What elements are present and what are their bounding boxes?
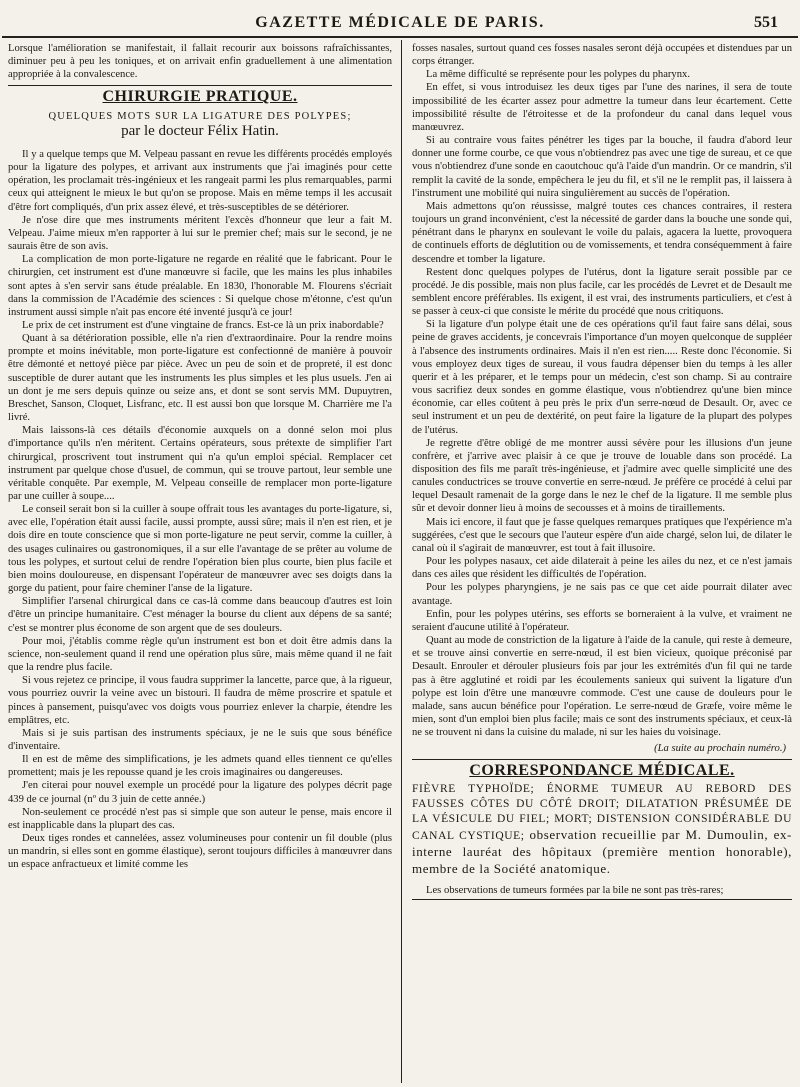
- right-column: [412, 42, 792, 1083]
- paragraph: Quant au mode de constriction de la ligature à l'aide de la canule, qui reste à demeure, et se trouve ainsi convertie en serre-nœud, il est bien vicieux, quoique préconisé par Desault. Enrouler et dérouler plusieurs fois par jour les extrémités d'un fil qui ne tarde pas à être agglutiné et roidi par les écoulements sanieux qui suivent la ligature d'un polype est loin d'être une manœuvre commode. C'est une cause de douleurs pour le malade, sans aucun bénéfice pour l'opération. Le serre-nœud de Græfe, voire même le mien, sont d'un emploi bien plus facile; mais ce sont des instruments spéciaux, et ceux-là ne se trouvent ni dans la cuisine du malade, ni sur les haies du voisinage.: [412, 635, 792, 739]
- paragraph: Quant à sa détérioration possible, elle n'a rien d'extraordinaire. Pour la rendre moins prompte et moins inévitable, mon porte-ligature est confectionné de manière à pouvoir être démonté et nettoyé pièce par pièce. Avec un peu de soin et de propreté, il est donc susceptible de durer autant que les instruments les plus simples et les plus usuels. J'en ai un dont je me sers depuis quinze ou seize ans, et dont se sont servis MM. Dupuytren, Breschet, Sanson, Cloquet, Lisfranc, etc. Il est aussi bon que lorsque M. Charrière me l'a livré.: [8, 333, 392, 424]
- correspondance-section: [412, 759, 792, 899]
- paragraph: Pour les polypes nasaux, cet aide dilaterait à peine les ailes du nez, et ce n'est jamais dans ces ailes que résident les difficultés de l'opération.: [412, 556, 792, 581]
- paragraph: La même difficulté se représente pour les polypes du pharynx.: [426, 69, 690, 81]
- paragraph: Mais si je suis partisan des instruments spéciaux, je ne le suis que sous bénéfice d'inventaire.: [8, 727, 392, 752]
- section-rule: [8, 85, 392, 86]
- paragraph: Pour moi, j'établis comme règle qu'un instrument est bon et doit être admis dans la science, non-seulement quand il rend une opération plus sûre, mais même quand il ne fait que la rendre plus facile.: [8, 635, 392, 674]
- article-heading: QUELQUES MOTS SUR LA LIGATURE DES POLYPES;: [48, 110, 352, 122]
- running-title: GAZETTE MÉDICALE DE PARIS.: [255, 14, 545, 31]
- paragraph: Mais ici encore, il faut que je fasse quelques remarques pratiques que l'expérience m'a suggérées, c'est que le secours que l'auteur espère d'un aide chargé, selon lui, de dilater le canal où il s'agirait de manœuvrer, est tout à fait illusoire.: [412, 516, 792, 554]
- correspondance-heading-caps: FIÈVRE TYPHOÏDE; ÉNORME TUMEUR AU REBORD DES FAUSSES CÔTES DU CÔTÉ DROIT; DILATATION PRÉSUMÉE DE LA VÉSICULE DU FIEL; MORT; DISTENSION CONSIDÉRABLE DU CANAL CYSTIQUE;: [412, 782, 792, 842]
- paragraph: Si vous rejetez ce principe, il vous faudra supprimer la lancette, parce que, à la rigueur, vous pourriez ouvrir la veine avec un bistouri. Il faudra de même proscrire et spatule et pinces à pansement, puisqu'avec vos doigts vous pourriez enlever la charpie, étendre les emplâtres, etc.: [8, 675, 392, 726]
- paragraph: Le conseil serait bon si la cuiller à soupe offrait tous les avantages du porte-ligature, si, avec elle, l'opération était aussi facile, aussi prompte, aussi sûre; mais il n'en est rien, et je dois dire en toute conscience que si mon porte-ligature ne peut servir, comme la cuiller, à des usages culinaires ou gastronomiques, il a sur elle l'avantage de se prêter au volume de tous les polypes, et surtout celui de rendre l'opération bien plus courte, bien plus facile et bien moins douloureuse, en dispensant l'opérateur de manœuvrer avec ses doigts dans la gorge du patient, pour faire cheminer l'anse de la ligature.: [8, 504, 392, 595]
- correspondance-heading-rest: observation recueillie par M. Dumoulin, ex-interne lauréat des hôpitaux (première mention honorable), membre de la Société anatomique.: [412, 826, 792, 876]
- paragraph: Non-seulement ce procédé n'est pas si simple que son auteur le pense, mais encore il est inapplicable dans la plupart des cas.: [8, 806, 392, 831]
- page-number: 551: [754, 14, 778, 31]
- paragraph: Mais laissons-là ces détails d'économie auxquels on a donné selon moi plus d'importance qu'ils n'en méritent. Certains opérateurs, sous prétexte de simplifier l'art chirurgical, proscrivent tout instrument qui n'a qu'un emploi spécial. Remplacer cet instrument par quelque chose d'usuel, de commun, qui se trouve partout, leur semble une véritable conquête. Par exemple, M. Velpeau conseille de remplacer mon porte-ligature par une cuiller à soupe....: [8, 425, 392, 502]
- column-rule: [401, 40, 402, 1083]
- paragraph: La complication de mon porte-ligature ne regarde en réalité que le fabricant. Pour le chirurgien, cet instrument est d'une manœuvre si facile, que les mains les plus inhabiles sont aptes à s'en servir sans étude préalable. En 1830, l'honorable M. Flourens s'écriait dans la commission de l'Académie des sciences : Si quelque chose m'étonne, c'est qu'un instrument aussi simple n'ait pas encore été inventé jusqu'à ce jour!: [8, 254, 392, 318]
- paragraph: Deux tiges rondes et cannelées, assez volumineuses pour contenir un fil double (plus un mandrin, si elles sont en gomme élastique), seront toujours difficiles à manœuvrer dans un espace anfractueux et limité comme les: [8, 833, 392, 871]
- paragraph: J'en citerai pour nouvel exemple un procédé pour la ligature des polypes décrit page 439 de ce journal (nº du 3 juin de cette année.): [8, 780, 392, 805]
- paragraph: Je regrette d'être obligé de me montrer aussi sévère pour les illusions d'un jeune confrère, et j'arrive avec plaisir à ce que je trouve de louable dans son procédé. La disposition des fils me paraît très-ingénieuse, et j'admire avec quelle simplicité une des canules conductrices se trouve convertie en serre-nœud. Je préfère ce procédé à celui par lequel Desault ramenait de la gorge dans le nez le chef de la ligature. Il me semble plus sûr et devoir donner lieu à moins de secousses et à moins de tiraillements.: [412, 437, 792, 515]
- section-title-chirurgie: CHIRURGIE PRATIQUE.: [102, 88, 298, 106]
- paragraph: Simplifier l'arsenal chirurgical dans ce cas-là comme dans beaucoup d'autres est loin d'être un principe humanitaire. C'est ménager la bourse du client aux dépens de sa santé; c'est se montrer plus économe de son argent que de ses douleurs.: [8, 596, 392, 634]
- paragraph: Mais admettons qu'on réussisse, malgré toutes ces chances contraires, il restera toujours un grand inconvénient, c'est la nécessité de garder dans la bouche une sonde qui, pénétrant dans le pharynx en soulevant le voile du palais, agacera la luette, provoquera de continuels efforts de déglutition ou de vomissements, et tendra conséquemment à faire descendre et tomber la ligature.: [412, 200, 792, 265]
- paragraph: En effet, si vous introduisez les deux tiges par l'une des narines, il sera de toute impossibilité de les écarter assez pour admettre la tumeur dans leur écartement. Cette impossibilité résulte de l'étroitesse et de la profondeur du canal dans lequel vous manœuvrez.: [412, 82, 792, 133]
- paragraph: Si au contraire vous faites pénétrer les tiges par la bouche, il faudra d'abord leur donner une forme courbe, ce que vous n'obtiendrez pas avec une tige de sureau, et ce que vous n'obtiendrez d'une sonde en caoutchouc qu'à l'aide d'un mandrin. Or ce mandrin, s'il remplit la cavité de la sonde, empêchera le jeu du fil, et s'il ne le remplit pas, il laissera à l'instrument une mobilité qui nuira singulièrement au succès de l'opération.: [412, 135, 792, 199]
- paragraph: Restent donc quelques polypes de l'utérus, dont la ligature serait possible par ce procédé. Je dis possible, mais non plus facile, car les procédés de Levret et de Desault me semblent encore préférables. Ils exigent, il est vrai, des instruments particuliers, et c'est à se passer à ceux-ci que consiste le mérite du procédé que nous critiquons.: [412, 266, 792, 318]
- opening-paragraph: Lorsque l'amélioration se manifestait, il fallait recourir aux boissons rafraîchissantes, diminuer peu à peu les toniques, et on arrivait enfin graduellement à une alimentation appropriée à la convalescence.: [8, 43, 392, 81]
- article-author: par le docteur Félix Hatin.: [121, 122, 279, 139]
- suite-note: (La suite au prochain numéro.): [654, 743, 786, 755]
- left-column: [8, 42, 392, 1083]
- paragraph: Si la ligature d'un polype était une de ces opérations qu'il faut faire sans délai, sous peine de graves accidents, je concevrais l'importance d'un moyen quelconque de suppléer à l'absence des instruments ordinaires. Mais il n'en est rien..... Reste donc l'économie. Si vous employez deux tiges de sureau, il vous faudra dépenser bien du temps à les aller querir et à les préparer, et le temps pour un médecin, c'est son champ. Si au contraire vous sacrifiez deux sondes en gomme élastique, vous n'obtiendrez qu'une bien mince économie, car elles coûtent à peu près le prix d'un serre-nœud de Desault. Or, avec ce seul instrument et un peu de dextérité, on peut faire la ligature de la plupart des polypes de l'utérus.: [412, 319, 792, 436]
- correspondance-heading: [412, 782, 792, 878]
- header-rule: [2, 36, 798, 38]
- paragraph: Je n'ose dire que mes instruments méritent l'excès d'honneur que leur a fait M. Velpeau. J'aime mieux m'en rapporter à lui sur le premier chef; mais sur le second, je ne saurais être de son avis.: [8, 214, 392, 253]
- paragraph: Pour les polypes pharyngiens, je ne sais pas ce que cet aide pourrait dilater avec avantage.: [412, 582, 792, 607]
- paragraph: Il y a quelque temps que M. Velpeau passant en revue les différents procédés employés pour la ligature des polypes, et arrivant aux instruments que j'ai imaginés pour cette opération, les proclamait très-ingénieux et les rangeait parmi les plus remarquables, parmi ceux qui atteignent le mieux le but qu'on se propose. Mais en même temps il les accusait d'être fort compliqués, d'un prix assez élevé, et très-susceptibles de se détériorer.: [8, 148, 392, 213]
- correspondance-lead: Les observations de tumeurs formées par la bile ne sont pas très-rares;: [426, 884, 724, 896]
- paragraph: Il en est de même des simplifications, je les admets quand elles tiennent ce qu'elles promettent; mais je les repousse quand je les crois imaginaires ou dangereuses.: [8, 754, 392, 779]
- paragraph: Le prix de cet instrument est d'une vingtaine de francs. Est-ce là un prix inabordable?: [22, 319, 384, 331]
- paragraph: fosses nasales, surtout quand ces fosses nasales seront déjà occupées et distendues par un corps étranger.: [412, 43, 792, 68]
- page-header: [0, 6, 800, 36]
- paragraph: Enfin, pour les polypes utérins, ses efforts se borneraient à la vulve, et vraiment ne seraient d'aucune utilité à l'opérateur.: [412, 608, 792, 633]
- section-title-correspondance: CORRESPONDANCE MÉDICALE.: [469, 762, 735, 780]
